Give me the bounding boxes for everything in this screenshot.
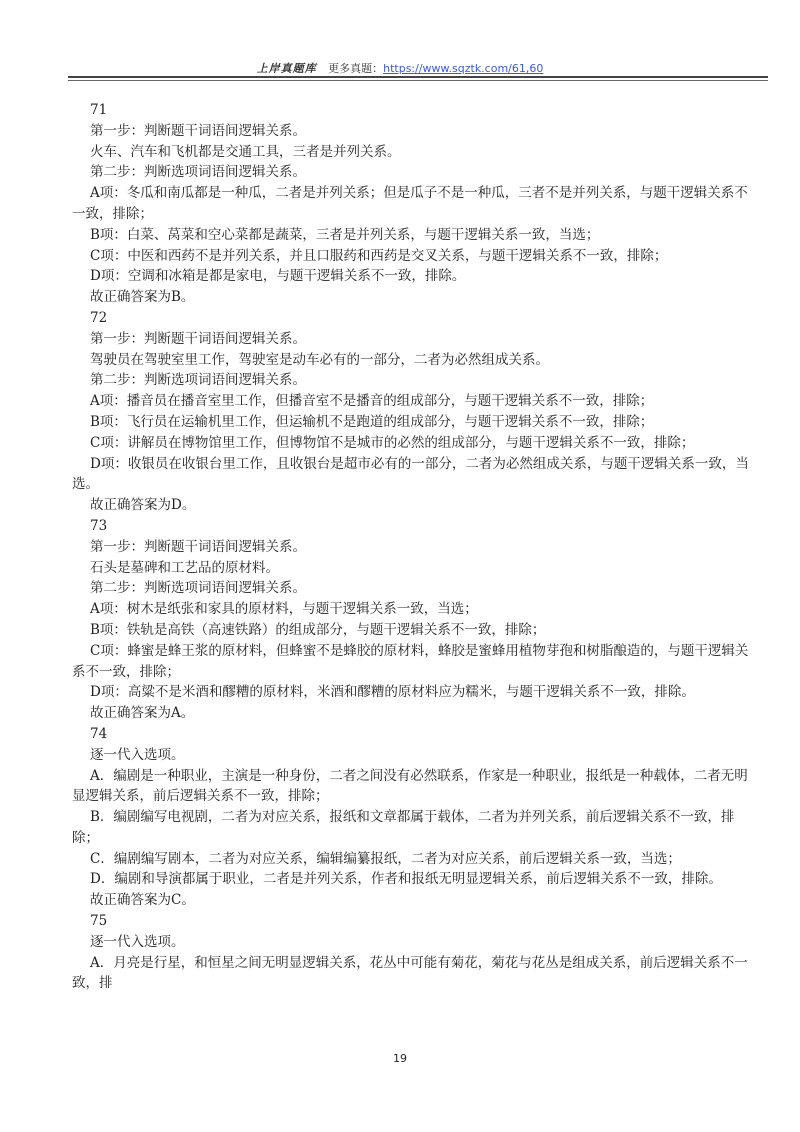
text-line: 第一步：判断题干词语间逻辑关系。 xyxy=(90,538,306,555)
text-line: 逐一代入选项。 xyxy=(90,746,185,763)
text-line: 第二步：判断选项词语间逻辑关系。 xyxy=(90,372,306,389)
text-line: A项：播音员在播音室里工作，但播音室不是播音的组成部分，与题干逻辑关系不一致，排除； xyxy=(90,393,654,410)
text-line: 故正确答案为B。 xyxy=(90,289,195,306)
header-rule-thin xyxy=(68,80,768,81)
page-header xyxy=(0,60,800,76)
text-line: C项：讲解员在博物馆里工作，但博物馆不是城市的必然的组成部分，与题干逻辑关系不一致，排除； xyxy=(90,434,695,451)
text-line: 72 xyxy=(90,309,108,326)
header-rule-thick xyxy=(68,76,768,78)
text-line: 73 xyxy=(90,517,108,534)
page-number: 19 xyxy=(393,1052,407,1065)
text-line: D项：收银员在收银台里工作，且收银台是超市必有的一部分，二者为必然组成关系，与题干逻辑关系一致，当选。 xyxy=(72,455,749,493)
text-line: B项：飞行员在运输机里工作，但运输机不是跑道的组成部分，与题干逻辑关系不一致，排除； xyxy=(90,413,654,430)
text-line: 第一步：判断题干词语间逻辑关系。 xyxy=(90,330,306,347)
text-line: 驾驶员在驾驶室里工作，驾驶室是动车必有的一部分，二者为必然组成关系。 xyxy=(90,351,549,368)
text-line: C项：蜂蜜是蜂王浆的原材料，但蜂蜜不是蜂胶的原材料，蜂胶是蜜蜂用植物芽孢和树脂酿造的，与题干逻辑关系不一致，排除； xyxy=(72,642,749,680)
text-line: 第一步：判断题干词语间逻辑关系。 xyxy=(90,122,306,139)
text-line: C．编剧编写剧本，二者为对应关系，编辑编纂报纸，二者为对应关系，前后逻辑关系一致，当选； xyxy=(90,850,681,867)
text-line: A项：树木是纸张和家具的原材料，与题干逻辑关系一致，当选； xyxy=(90,601,478,618)
header-prefix: 更多真题： xyxy=(328,62,384,75)
header-brand: 上岸真题库 xyxy=(256,62,317,75)
text-line: 75 xyxy=(90,913,108,930)
text-line: 火车、汽车和飞机都是交通工具，三者是并列关系。 xyxy=(90,143,401,160)
header-link[interactable]: https://www.sqztk.com/61,60 xyxy=(383,62,544,75)
text-line: D项：空调和冰箱是都是家电，与题干逻辑关系不一致，排除。 xyxy=(90,268,466,285)
page-content xyxy=(72,100,752,994)
text-line: B．编剧编写电视剧，二者为对应关系，报纸和文章都属于载体，二者为并列关系，前后逻辑关系不一致，排除； xyxy=(72,809,735,846)
text-line: B项：白菜、莴菜和空心菜都是蔬菜，三者是并列关系，与题干逻辑关系一致，当选； xyxy=(90,226,600,243)
text-line: 74 xyxy=(90,725,108,742)
text-line: 石头是墓碑和工艺品的原材料。 xyxy=(90,559,279,576)
text-line: A．月亮是行星，和恒星之间无明显逻辑关系，花丛中可能有菊花，菊花与花丛是组成关系，前后逻辑关系不一致，排 xyxy=(72,954,748,992)
text-line: B项：铁轨是高铁（高速铁路）的组成部分，与题干逻辑关系不一致，排除； xyxy=(90,621,546,638)
text-line: 故正确答案为A。 xyxy=(90,705,195,722)
text-line: 逐一代入选项。 xyxy=(90,933,185,950)
text-line: 故正确答案为D。 xyxy=(90,497,196,514)
text-line: A．编剧是一种职业，主演是一种身份，二者之间没有必然联系，作家是一种职业，报纸是一种载体，二者无明显逻辑关系，前后逻辑关系不一致，排除； xyxy=(72,767,748,805)
text-line: 71 xyxy=(90,102,108,118)
text-line: 第二步：判断选项词语间逻辑关系。 xyxy=(90,580,306,597)
text-line: D项：高粱不是米酒和醪糟的原材料，米酒和醪糟的原材料应为糯米，与题干逻辑关系不一致，排除。 xyxy=(90,684,695,701)
text-line: 故正确答案为C。 xyxy=(90,892,195,909)
text-line: C项：中医和西药不是并列关系，并且口服药和西药是交叉关系，与题干逻辑关系不一致，排除； xyxy=(90,247,668,264)
text-line: A项：冬瓜和南瓜都是一种瓜，二者是并列关系；但是瓜子不是一种瓜，三者不是并列关系，与题干逻辑关系不一致，排除； xyxy=(72,185,748,222)
text-line: D．编剧和导演都属于职业，二者是并列关系，作者和报纸无明显逻辑关系，前后逻辑关系不一致，排除。 xyxy=(90,871,722,888)
text-line: 第二步：判断选项词语间逻辑关系。 xyxy=(90,164,306,181)
